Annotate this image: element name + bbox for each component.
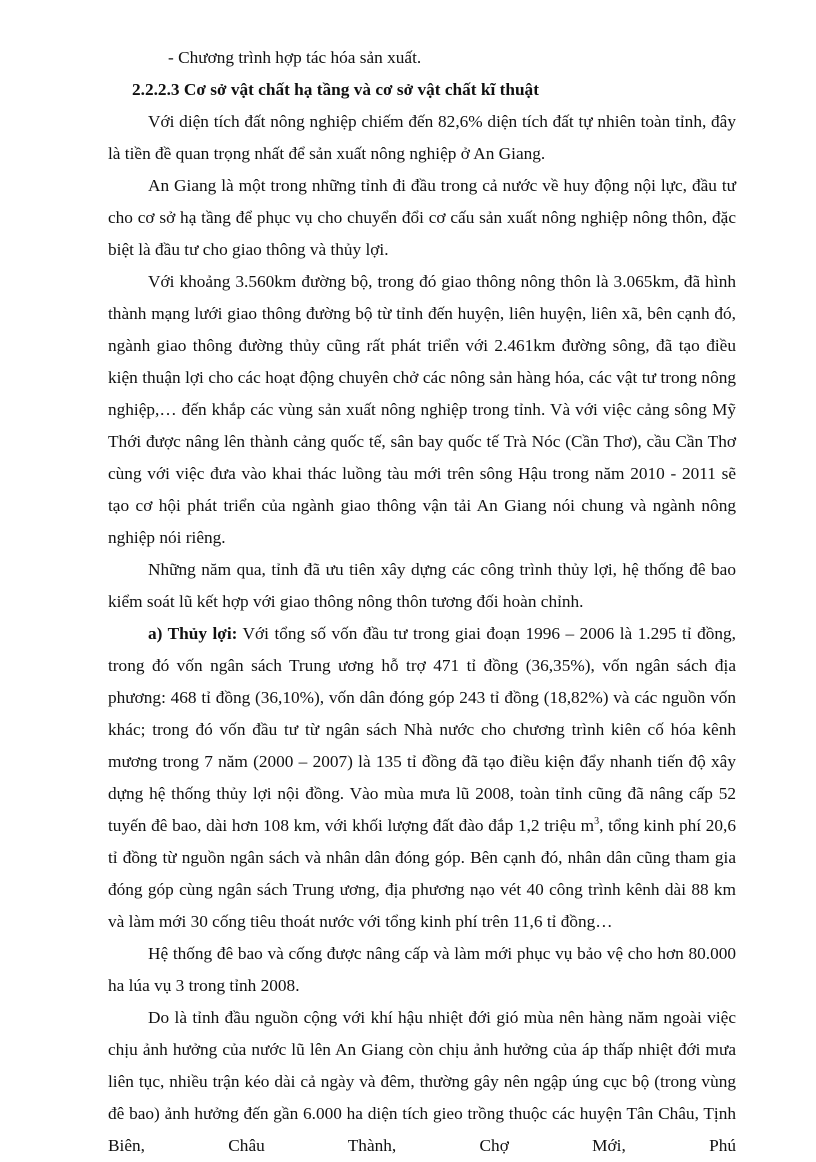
paragraph-text: Với tổng số vốn đầu tư trong giai đoạn 1996 – 2006 là 1.295 tỉ đồng, trong đó vốn ngân sách Trung ương hỗ trợ 471 tỉ đồng (36,35%), vốn ngân sách địa phương: 468 tỉ đồng (36,10%), vốn dân đóng góp 243 tỉ đồng (18,82%) và các nguồn vốn khác; trong đó vốn đầu tư từ ngân sách Nhà nước cho chương trình kiên cố hóa kênh mương trong 7 năm (2000 – 2007) là 135 tỉ đồng đã tạo điều kiện đẩy nhanh tiến độ xây dựng hệ thống thủy lợi nội đồng. Vào mùa mưa lũ 2008, toàn tỉnh cũng đã nâng cấp 52 tuyến đê bao, dài hơn 108 km, với khối lượng đất đào đắp 1,2 triệu m	[108, 624, 736, 835]
section-heading: 2.2.2.3 Cơ sở vật chất hạ tầng và cơ sở vật chất kĩ thuật	[132, 80, 539, 99]
paragraph: Do là tỉnh đầu nguồn cộng với khí hậu nhiệt đới gió mùa nên hàng năm ngoài việc chịu ảnh hưởng của nước lũ lên An Giang còn chịu ảnh hưởng của áp thấp nhiệt đới mưa liên tục, nhiều trận kéo dài cả ngày và đêm, thường gây nên ngập úng cục bộ (trong vùng đê bao) ảnh hưởng đến gần 6.000 ha diện tích gieo trồng thuộc các huyện Tân Châu, Tịnh Biên, Châu Thành, Chợ Mới, Phú	[108, 1008, 736, 1155]
document-page	[108, 42, 736, 1162]
paragraph: Hệ thống đê bao và cống được nâng cấp và làm mới phục vụ bảo vệ cho hơn 80.000 ha lúa vụ 3 trong tỉnh 2008.	[108, 944, 736, 995]
paragraph: Với diện tích đất nông nghiệp chiếm đến 82,6% diện tích đất tự nhiên toàn tỉnh, đây là tiền đề quan trọng nhất để sản xuất nông nghiệp ở An Giang.	[108, 112, 736, 163]
paragraph: Với khoảng 3.560km đường bộ, trong đó giao thông nông thôn là 3.065km, đã hình thành mạng lưới giao thông đường bộ từ tỉnh đến huyện, liên huyện, liên xã, bên cạnh đó, ngành giao thông đường thủy cũng rất phát triển với 2.461km đường sông, đã tạo điều kiện thuận lợi cho các hoạt động chuyên chở các nông sản hàng hóa, các vật tư trong nông nghiệp,… đến khắp các vùng sản xuất nông nghiệp trong tỉnh. Và với việc cảng sông Mỹ Thới được nâng lên thành cảng quốc tế, sân bay quốc tế Trà Nóc (Cần Thơ), cầu Cần Thơ cùng với việc đưa vào khai thác luồng tàu mới trên sông Hậu trong năm 2010 - 2011 sẽ tạo cơ hội phát triển của ngành giao thông vận tải An Giang nói chung và ngành nông nghiệp nói riêng.	[108, 272, 736, 547]
bullet-item: - Chương trình hợp tác hóa sản xuất.	[168, 48, 422, 67]
subsection-label: a) Thủy lợi:	[148, 624, 238, 643]
paragraph-text: , tổng kinh phí 20,6 tỉ đồng từ nguồn ngân sách và nhân dân đóng góp. Bên cạnh đó, nhân dân cũng tham gia đóng góp cùng ngân sách Trung ương, địa phương nạo vét 40 công trình kênh dài 88 km và làm mới 30 cống tiêu thoát nước với tổng kinh phí trên 11,6 tỉ đồng…	[108, 816, 737, 931]
paragraph: Những năm qua, tỉnh đã ưu tiên xây dựng các công trình thủy lợi, hệ thống đê bao kiểm soát lũ kết hợp với giao thông nông thôn tương đối hoàn chỉnh.	[108, 560, 736, 611]
superscript: 3	[594, 816, 600, 828]
paragraph: An Giang là một trong những tỉnh đi đầu trong cả nước về huy động nội lực, đầu tư cho cơ sở hạ tầng để phục vụ cho chuyển đổi cơ cấu sản xuất nông nghiệp nông thôn, đặc biệt là đầu tư cho giao thông và thủy lợi.	[108, 176, 736, 259]
paragraph-thuy-loi	[108, 618, 736, 938]
